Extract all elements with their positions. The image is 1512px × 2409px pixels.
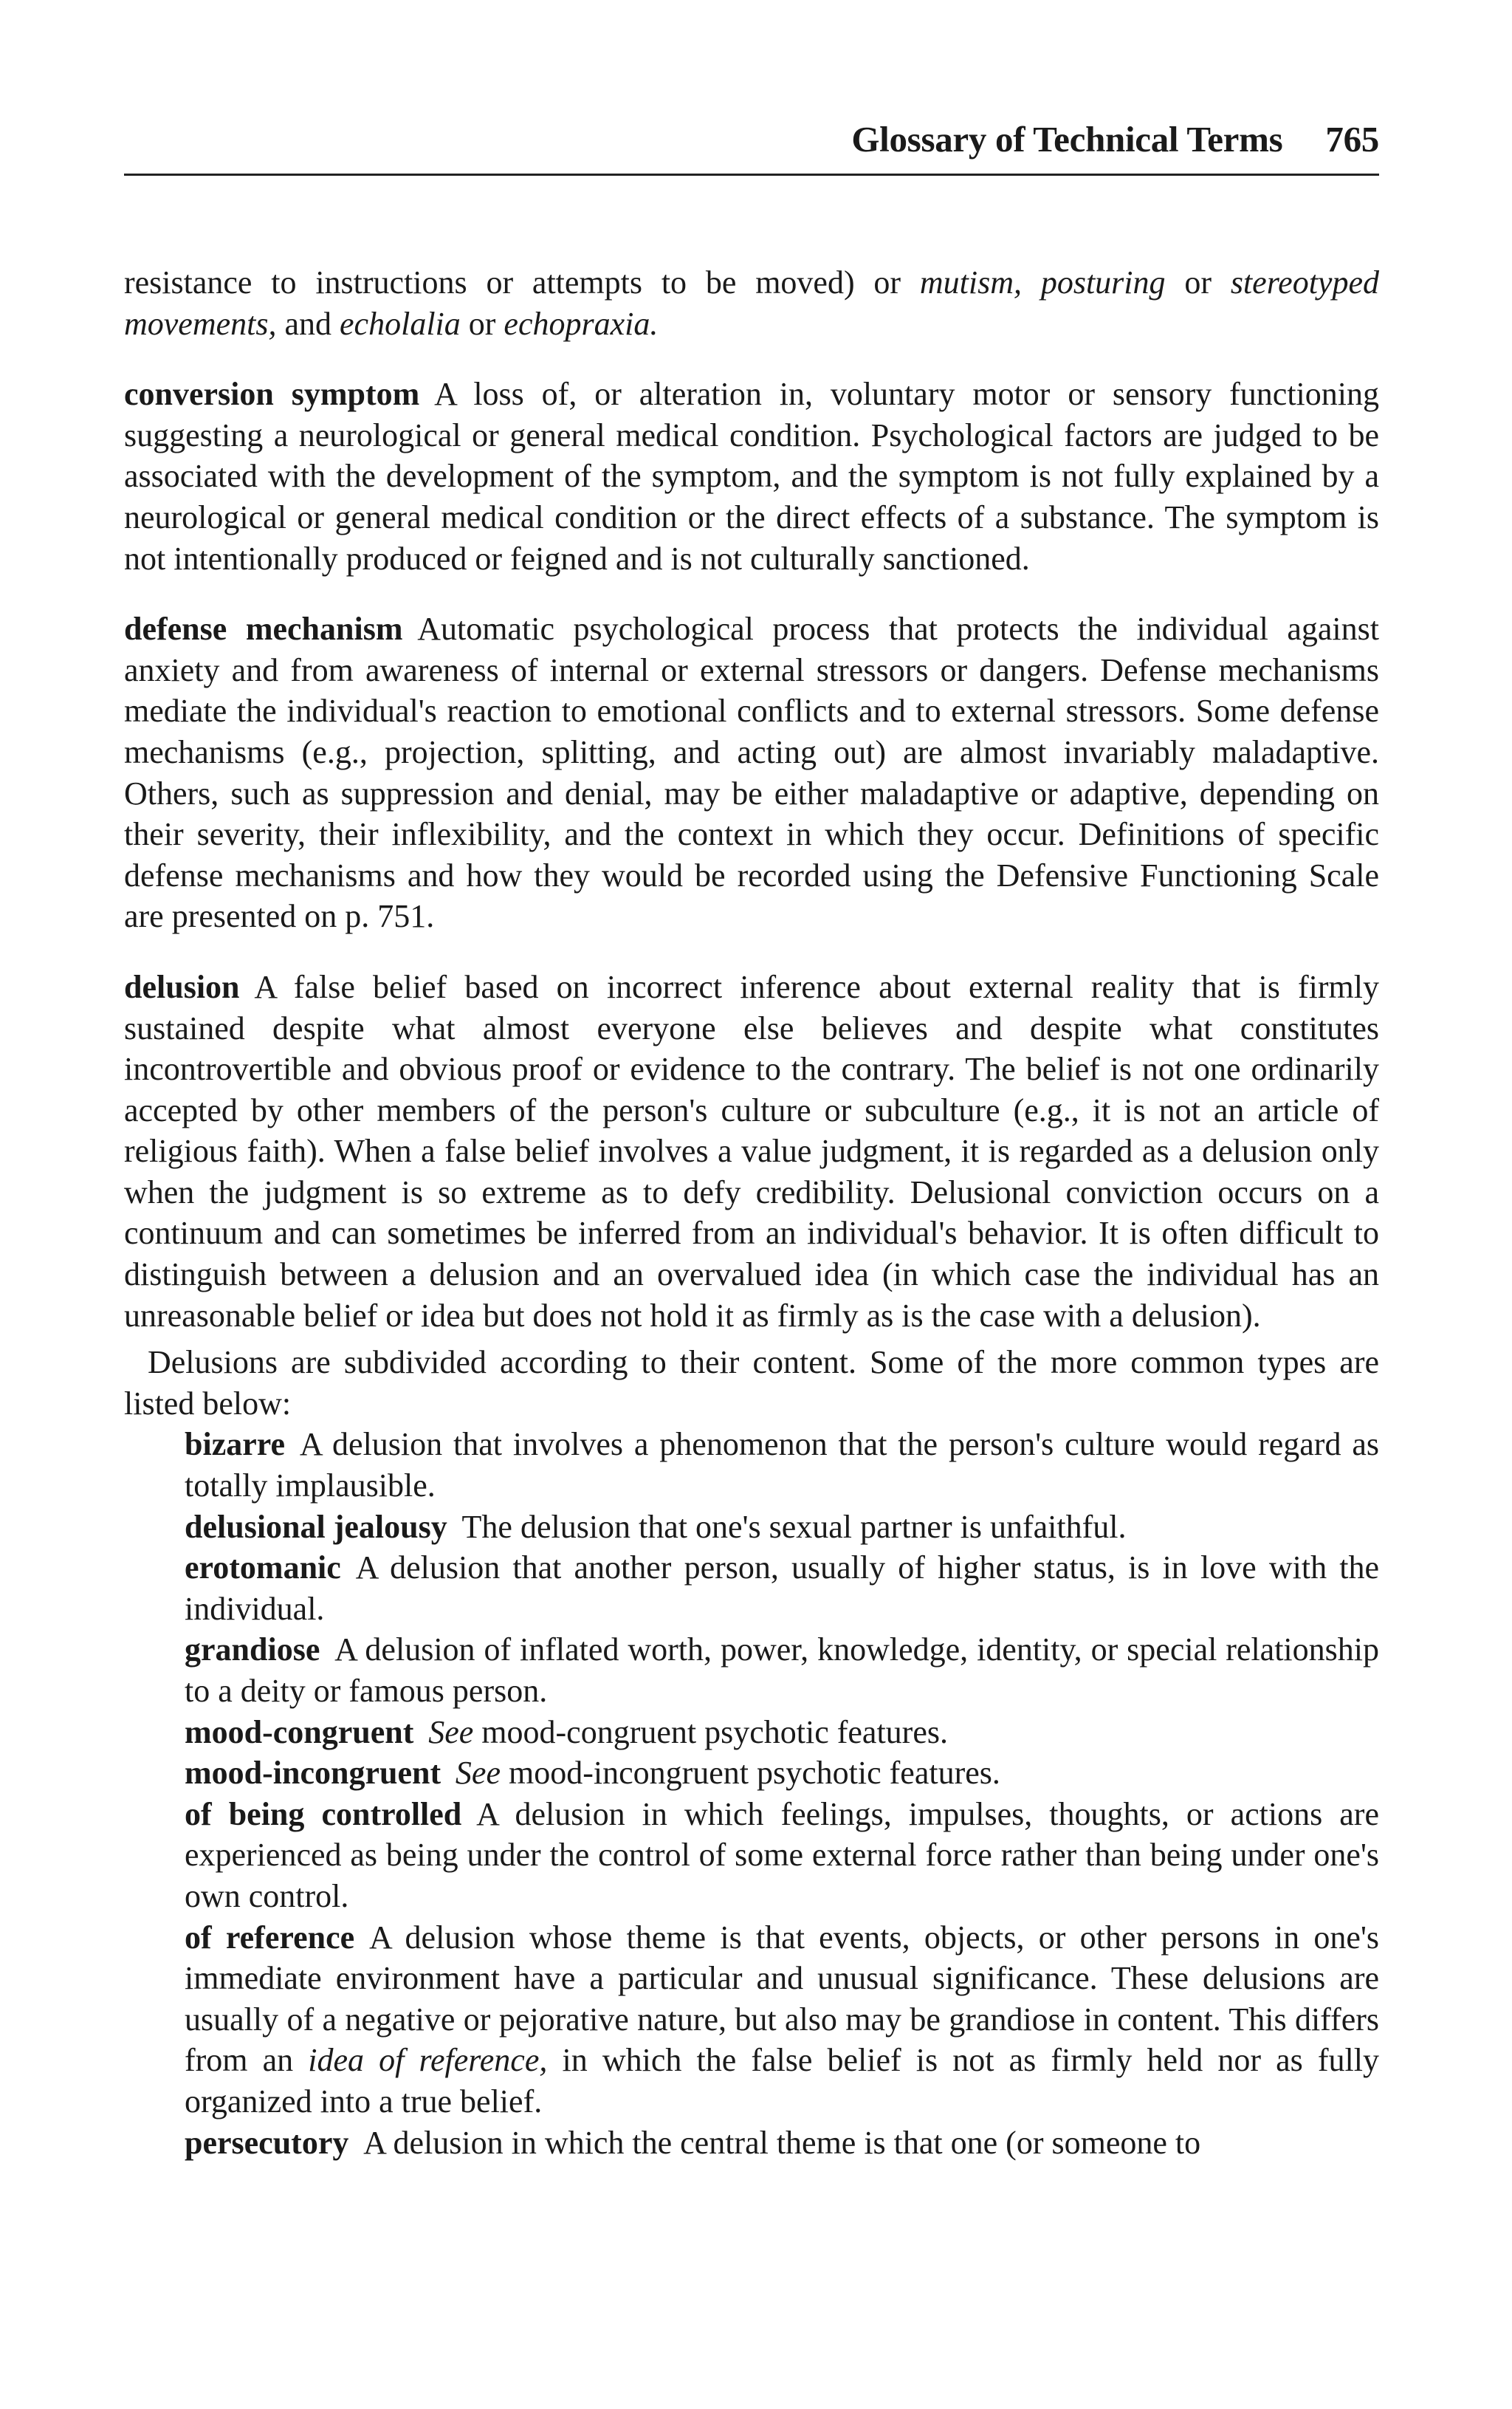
subtype-term: of being controlled <box>185 1795 462 1832</box>
subtype-definition: A delusion that another person, usually of higher status, is in love with the individual. <box>185 1549 1379 1627</box>
subtype-definition: A delusion of inflated worth, power, knowledge, identity, or special relationship to a deity or famous person. <box>185 1631 1379 1709</box>
subtype-term: delusional jealousy <box>185 1508 447 1545</box>
running-header <box>124 118 1379 170</box>
subtype-term: grandiose <box>185 1631 320 1668</box>
idea-of-reference: idea of reference, <box>308 2042 548 2079</box>
subtype-grandiose <box>124 1629 1379 1711</box>
subtype-erotomanic <box>124 1547 1379 1629</box>
subtype-mood-congruent <box>124 1712 1379 1753</box>
subtype-definition-cont: in which the false belief is not as firmly held nor as fully organized into a true belief. <box>185 2042 1379 2120</box>
subtype-definition: A delusion that involves a phenomenon that the person's culture would regard as totally implausible. <box>185 1426 1379 1504</box>
see-reference: See <box>428 1713 474 1750</box>
see-reference: See <box>455 1755 501 1792</box>
subtype-definition: mood-incongruent psychotic features. <box>500 1755 1000 1792</box>
subtype-definition: A delusion whose theme is that events, objects, or other persons in one's immediate environment have a particular and unusual significance. These delusions are usually of a negative or pejorative nature, but also may be grandiose in content. This differs from an <box>185 1919 1380 2079</box>
subtype-term: erotomanic <box>185 1549 341 1586</box>
subtype-term: mood-incongruent <box>185 1755 441 1792</box>
entry-definition: A loss of, or alteration in, voluntary motor or sensory functioning suggesting a neurological or general medical condition. Psychological factors are judged to be associated with the development of the symptom, and the symptom is not fully explained by a neurological or general medical condition or the direct effects of a substance. The symptom is not intentionally produced or feigned and is not culturally sanctioned. <box>124 376 1379 577</box>
subtype-persecutory <box>124 2122 1379 2164</box>
entry-term: conversion symptom <box>124 376 420 413</box>
entry-definition: Automatic psychological process that protects the individual against anxiety and from awareness of internal or external stressors or dangers. Defense mechanisms mediate the individual's reaction to emotional conflicts and to external stressors. Some defense mechanisms (e.g., projection, splitting, and acting out) are almost invariably maladaptive. Others, such as suppression and denial, may be either maladaptive or adaptive, depending on their severity, their inflexibility, and the context in which they occur. Definitions of specific defense mechanisms and how they would be recorded using the Defensive Functioning Scale are presented on p. 751. <box>124 611 1379 935</box>
subtype-delusional-jealousy <box>124 1507 1379 1548</box>
subtype-bizarre <box>124 1424 1379 1506</box>
entry-term: defense mechanism <box>124 611 403 648</box>
entry-conversion-symptom <box>124 374 1379 579</box>
page-number: 765 <box>1325 119 1379 160</box>
subtype-of-being-controlled <box>124 1794 1379 1917</box>
entry-definition: A false belief based on incorrect inference about external reality that is firmly sustained despite what almost everyone else believes and despite what constitutes incontrovertible and obvious proof or evidence to the contrary. The belief is not one ordinarily accepted by other members of the person's culture or subculture (e.g., it is not an article of religious faith). When a false belief involves a value judgment, it is regarded as a delusion only when the judgment is so extreme as to defy credibility. Delusional conviction occurs on a continuum and can sometimes be inferred from an individual's behavior. It is often difficult to distinguish between a delusion and an overvalued idea (in which case the individual has an unreasonable belief or idea but does not hold it as firmly as is the case with a delusion). <box>124 968 1379 1334</box>
subtype-term: of reference <box>185 1919 355 1956</box>
subtype-term: bizarre <box>185 1426 286 1463</box>
subtype-definition: A delusion in which the central theme is that one (or someone to <box>363 2124 1201 2161</box>
subtype-of-reference <box>124 1917 1379 2122</box>
subtype-term: persecutory <box>185 2124 349 2161</box>
entry-term: delusion <box>124 968 240 1005</box>
subtype-definition: A delusion in which feelings, impulses, thoughts, or actions are experienced as being under the control of some external force rather than being under one's own control. <box>185 1795 1379 1914</box>
subtype-definition: The delusion that one's sexual partner is unfaithful. <box>461 1508 1127 1545</box>
entry-delusion <box>124 967 1379 1336</box>
delusion-subdivided-paragraph: Delusions are subdivided according to their content. Some of the more common types are listed below: <box>124 1344 1379 1422</box>
glossary-body <box>124 262 1379 2163</box>
header-title: Glossary of Technical Terms <box>851 119 1283 160</box>
subtype-term: mood-congruent <box>185 1713 414 1750</box>
subtype-mood-incongruent <box>124 1752 1379 1794</box>
header-rule <box>124 174 1379 176</box>
entry-defense-mechanism <box>124 609 1379 937</box>
continuation-paragraph: resistance to instructions or attempts to be moved) or mutism, posturing or stereotyped movements, and echolalia or echopraxia. <box>124 264 1379 342</box>
subtype-definition: mood-congruent psychotic features. <box>473 1713 948 1750</box>
